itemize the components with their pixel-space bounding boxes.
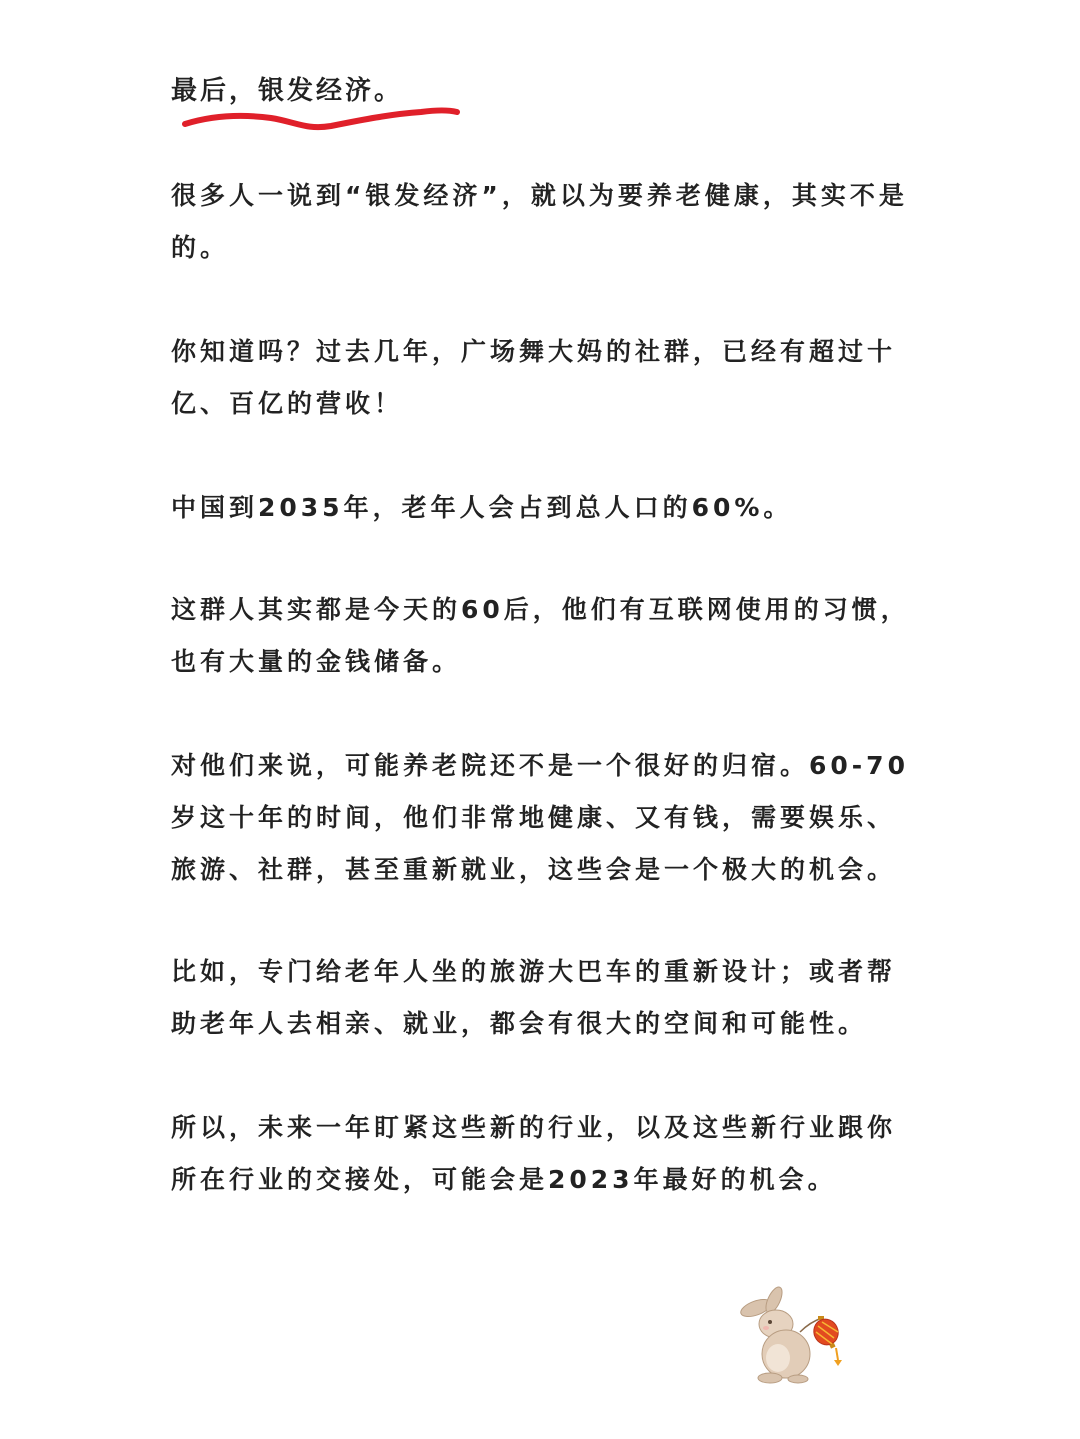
paragraph-5: 对他们来说，可能养老院还不是一个很好的归宿。60-70岁这十年的时间，他们非常地健康、又有钱，需要娱乐、旅游、社群，甚至重新就业，这些会是一个极大的机会。 [171,751,909,884]
paragraph-2: 你知道吗？过去几年，广场舞大妈的社群，已经有超过十亿、百亿的营收！ [171,337,897,418]
heading-block [171,68,491,138]
paragraph-7: 所以，未来一年盯紧这些新的行业，以及这些新行业跟你所在行业的交接处，可能会是2023年最好的机会。 [171,1113,897,1194]
rabbit-with-lantern-icon [738,1286,854,1386]
paragraph-4: 这群人其实都是今天的60后，他们有互联网使用的习惯，也有大量的金钱储备。 [171,595,910,676]
paragraph-3: 中国到2035年，老年人会占到总人口的60%。 [171,493,793,522]
paragraph-1: 很多人一说到“银发经济”，就以为要养老健康，其实不是的。 [171,181,908,262]
paragraph-6: 比如，专门给老年人坐的旅游大巴车的重新设计；或者帮助老年人去相亲、就业，都会有很大的空间和可能性。 [171,957,897,1038]
red-underline-stroke [181,104,461,134]
section-heading: 最后，银发经济。 [171,76,404,106]
